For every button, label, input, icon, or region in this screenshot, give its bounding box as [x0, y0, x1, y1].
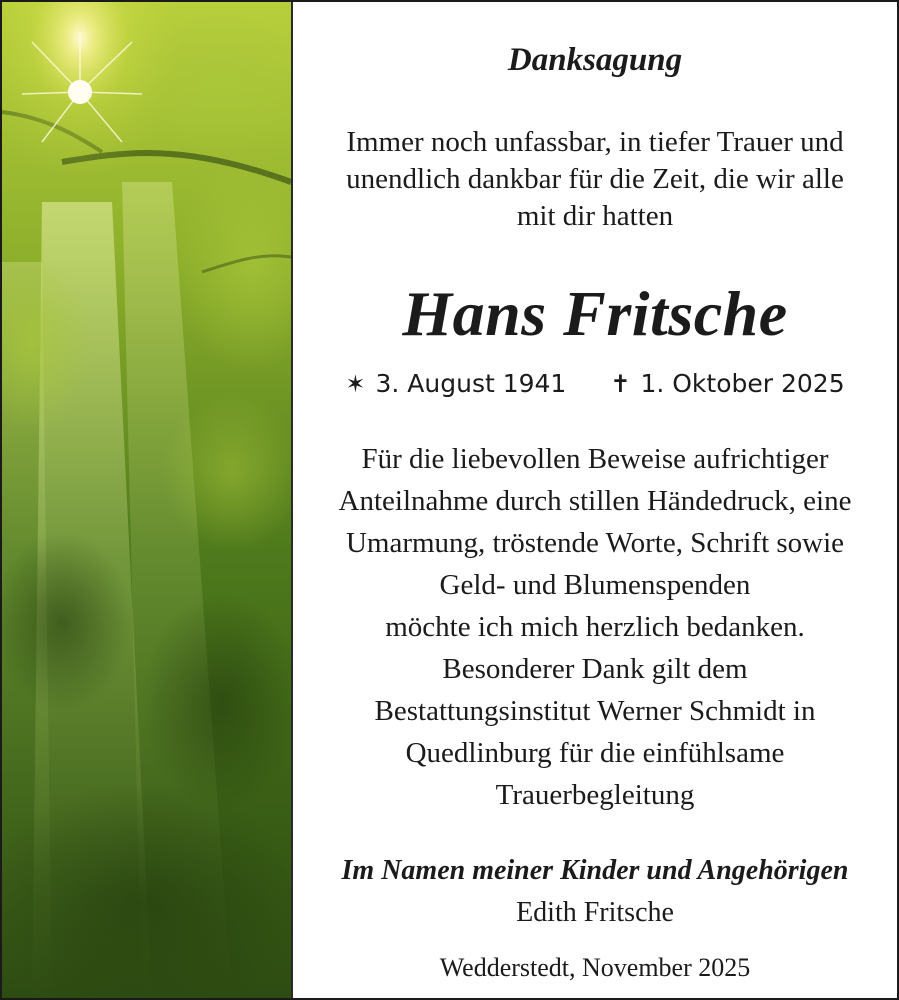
notice-text	[293, 2, 897, 998]
body-line: Geld- und Blumenspenden	[439, 569, 751, 601]
body-line: Quedlinburg für die einfühlsame	[405, 737, 785, 769]
body-line: Für die liebevollen Beweise aufrichtiger	[361, 443, 829, 475]
intro-line: mit dir hatten	[516, 200, 674, 232]
notice-heading: Danksagung	[507, 42, 683, 78]
intro-line: Immer noch unfassbar, in tiefer Trauer und	[346, 126, 844, 158]
signer-name: Edith Fritsche	[516, 897, 674, 928]
place-and-date: Wedderstedt, November 2025	[439, 953, 751, 982]
death-cross-icon: ✝	[610, 370, 631, 398]
body-line: Bestattungsinstitut Werner Schmidt in	[374, 695, 816, 727]
birth-date: 3. August 1941	[375, 369, 567, 398]
deceased-name: Hans Fritsche	[402, 278, 788, 349]
forest-sunlight-image	[2, 2, 293, 998]
thanks-paragraph	[293, 438, 897, 816]
body-line: Umarmung, tröstende Worte, Schrift sowie	[345, 527, 845, 559]
body-line: Besonderer Dank gilt dem	[442, 653, 748, 685]
intro-paragraph	[293, 124, 897, 235]
body-line: Anteilnahme durch stillen Händedruck, eine	[338, 485, 852, 517]
intro-line: unendlich dankbar für die Zeit, die wir alle	[346, 163, 844, 195]
death-date: 1. Oktober 2025	[640, 369, 845, 398]
signoff-line: Im Namen meiner Kinder und Angehörigen	[341, 855, 849, 886]
body-line: Trauerbegleitung	[495, 779, 695, 811]
life-dates	[293, 366, 897, 402]
body-line: möchte ich mich herzlich bedanken.	[385, 611, 805, 643]
birth-star-icon: ✶	[345, 370, 366, 398]
